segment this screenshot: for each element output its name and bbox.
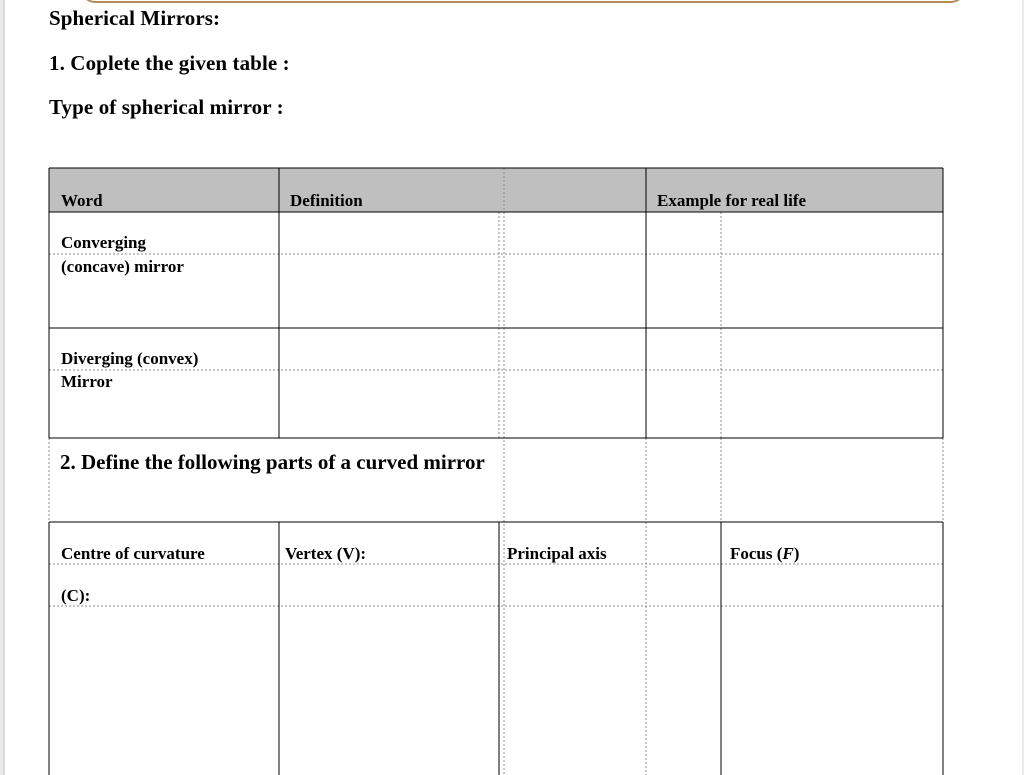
- row-diverging-line1: Diverging (convex): [61, 349, 199, 368]
- row-diverging-line2: Mirror: [61, 372, 113, 391]
- header-word: Word: [61, 191, 103, 210]
- focus-prefix: Focus (: [730, 544, 783, 563]
- row-converging-line2: (concave) mirror: [61, 257, 184, 276]
- header-definition: Definition: [290, 191, 363, 210]
- question-1: 1. Coplete the given table :: [49, 51, 290, 75]
- focus-label: [730, 544, 799, 564]
- document-page: [3, 0, 1022, 775]
- principal-axis-label: Principal axis: [507, 544, 607, 563]
- centre-symbol-label: (C):: [61, 586, 91, 605]
- focus-suffix: ): [793, 544, 800, 563]
- subheading: Type of spherical mirror :: [49, 95, 284, 119]
- question-2: 2. Define the following parts of a curved mirror: [60, 450, 485, 474]
- table-grid: [3, 0, 1022, 775]
- focus-symbol: F: [782, 544, 794, 563]
- header-example: Example for real life: [657, 191, 807, 210]
- row-converging-line1: Converging: [61, 233, 146, 252]
- vertex-label: Vertex (V):: [285, 544, 367, 563]
- centre-of-curvature-label: Centre of curvature: [61, 544, 205, 563]
- section-title: Spherical Mirrors:: [49, 6, 221, 30]
